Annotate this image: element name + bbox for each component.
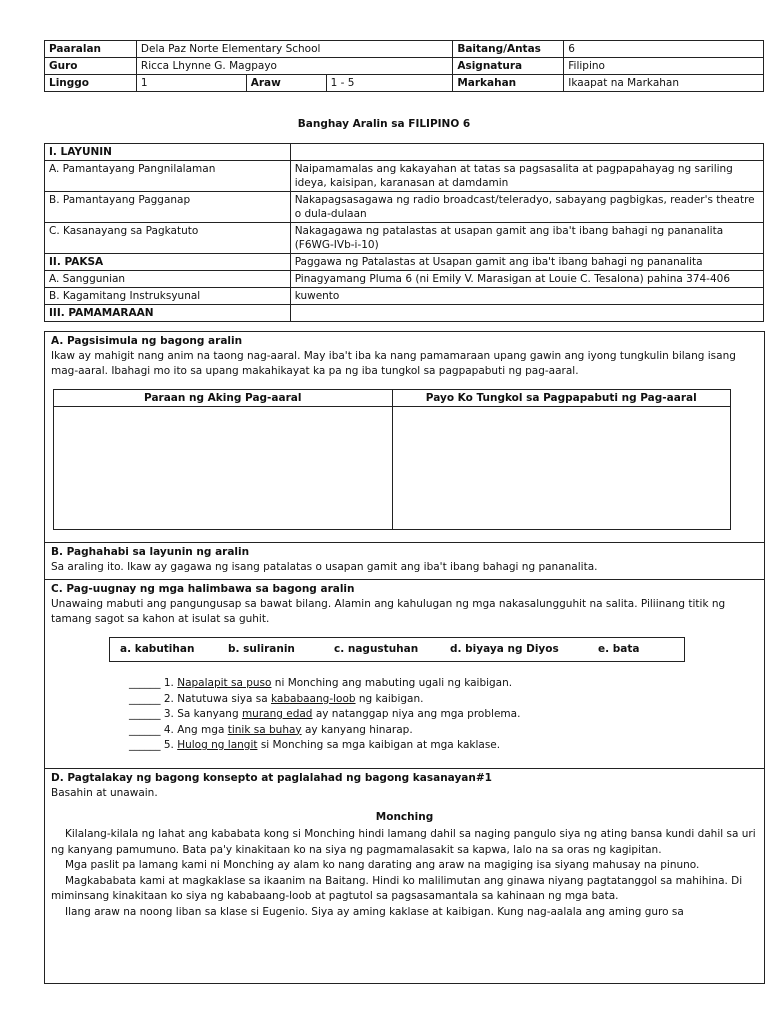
layunin-heading: I. LAYUNIN — [45, 144, 291, 161]
answer-blank: ______ — [129, 677, 161, 689]
underlined-phrase: tinik sa buhay — [227, 723, 302, 736]
section-b-heading: B. Paghahabi sa layunin ng aralin — [51, 546, 250, 558]
sanggunian-value: Pinagyamang Pluma 6 (ni Emily V. Marasigan at Louie C. Tesalona) pahina 374-406 — [290, 271, 763, 288]
item-text-pre: Ang mga — [177, 723, 228, 736]
section-b-text: Sa araling ito. Ikaw ay gagawa ng isang patalatas o usapan gamit ang iba't ibang bahagi ng pananalita. — [51, 561, 598, 573]
item-text-rest: ay natanggap niya ang mga problema. — [312, 708, 521, 720]
choice-c: c. nagustuhan — [334, 643, 419, 655]
story-paragraph: Mga paslit pa lamang kami ni Monching ay alam ko nang darating ang araw na magiging isa siyang mahusay na pinuno. — [65, 859, 700, 871]
linggo-value: 1 — [136, 75, 246, 92]
paksa-heading-value: Paggawa ng Patalastas at Usapan gamit ang iba't ibang bahagi ng pananalita — [290, 254, 763, 271]
item-text-pre: Natutuwa siya sa — [177, 692, 272, 705]
choice-b: b. suliranin — [228, 643, 295, 655]
answer-blank: ______ — [129, 692, 161, 705]
section-d — [45, 768, 764, 925]
araw-label: Araw — [246, 75, 326, 92]
item-number: 1. — [163, 677, 174, 689]
item-number: 2. — [163, 692, 174, 705]
layunin-b-label: B. Pamantayang Pagganap — [45, 192, 291, 223]
choice-e: e. bata — [598, 643, 640, 655]
story-title: Monching — [375, 810, 434, 823]
exercise-items — [129, 676, 758, 754]
choice-d: d. biyaya ng Diyos — [450, 643, 559, 655]
list-item — [129, 692, 758, 708]
section-a — [45, 331, 764, 542]
section-c-text: Unawaing mabuti ang pangungusap sa bawat bilang. Alamin ang kahulugan ng mga nakasalungguhit na salita. Piliinang titik ng tamang sagot sa kahon at isulat sa guhit. — [51, 598, 726, 625]
study-advice-table — [53, 389, 731, 530]
pamamaraan-body — [44, 331, 765, 984]
story-paragraph: Ilang araw na noong liban sa klase si Eugenio. Siya ay aming kaklase at kaibigan. Kung nag-aalala ang aming guro sa — [65, 905, 684, 918]
story-paragraph: Magkababata kami at magkaklase sa ikaanim na Baitang. Hindi ko malilimutan ang ginawa niyang pagtatanggol sa mahihina. Di miminsang kinakitaan ko siya ng kababaang-loob at pagtutol sa pagsasamantala sa kahinaan ng mga bata. — [51, 874, 743, 902]
paksa-heading: II. PAKSA — [45, 254, 291, 271]
list-item — [129, 723, 758, 739]
item-text-rest: ni Monching ang mabuting ugali ng kaibigan. — [271, 677, 513, 689]
paaralan-value: Dela Paz Norte Elementary School — [136, 41, 452, 58]
pamamaraan-heading-value — [290, 305, 763, 322]
layunin-c-label: C. Kasanayang sa Pagkatuto — [45, 223, 291, 254]
item-text-pre: Sa kanyang — [177, 708, 242, 720]
answer-blank: ______ — [129, 708, 161, 720]
markahan-value: Ikaapat na Markahan — [564, 75, 764, 92]
layunin-a-value: Naipamamalas ang kakayahan at tatas sa pagsasalita at pagpapahayag ng sariling ideya, kaisipan, karanasan at damdamin — [290, 161, 763, 192]
story-paragraph: Kilalang-kilala ng lahat ang kababata kong si Monching hindi lamang dahil sa naging pangulo siya ng ating bansa kundi dahil sa uri ng kanyang pamumuno. Bata pa'y kinakitaan ko na siya ng pagmamalasakit sa kapwa, lalo na sa oras ng kagipitan. — [51, 828, 756, 856]
item-number: 4. — [163, 723, 174, 736]
markahan-label: Markahan — [453, 75, 564, 92]
section-a-text: Ikaw ay mahigit nang anim na taong nag-aaral. May iba't iba ka nang pamamaraan upang gawin ang iyong tungkulin bilang isang mag-aaral. Ibahagi mo ito sa upang makahikayat ka pa ng iba tungkol sa pagpapabuti ng pag-aaral. — [51, 350, 736, 377]
paraan-answer-cell — [54, 407, 393, 530]
section-c — [45, 579, 764, 768]
linggo-label: Linggo — [45, 75, 137, 92]
section-d-heading: D. Pagtalakay ng bagong konsepto at paglalahad ng bagong kasanayan#1 — [51, 771, 492, 784]
column-payo: Payo Ko Tungkol sa Pagpapabuti ng Pag-aaral — [392, 390, 731, 407]
sanggunian-label: A. Sanggunian — [45, 271, 291, 288]
section-d-text: Basahin at unawain. — [51, 787, 158, 799]
section-a-heading: A. Pagsisimula ng bagong aralin — [51, 335, 243, 347]
araw-value: 1 - 5 — [326, 75, 453, 92]
column-paraan: Paraan ng Aking Pag-aaral — [54, 390, 393, 407]
item-text-rest: ng kaibigan. — [355, 692, 424, 705]
section-c-heading: C. Pag-uugnay ng mga halimbawa sa bagong aralin — [51, 583, 355, 595]
layunin-c-value: Nakagagawa ng patalastas at usapan gamit ang iba't ibang bahagi ng pananalita (F6WG-IVb-i-10) — [290, 223, 763, 254]
underlined-phrase: murang edad — [241, 708, 313, 720]
section-b — [45, 542, 764, 579]
paaralan-label: Paaralan — [45, 41, 137, 58]
choices-box — [109, 637, 685, 662]
item-text-rest: ay kanyang hinarap. — [301, 723, 413, 736]
list-item — [129, 676, 758, 692]
guro-value: Ricca Lhynne G. Magpayo — [136, 58, 452, 75]
page-title: Banghay Aralin sa FILIPINO 6 — [297, 118, 471, 130]
baitang-value: 6 — [564, 41, 764, 58]
list-item — [129, 738, 758, 754]
underlined-phrase: Napalapit sa puso — [177, 677, 272, 689]
item-number: 5. — [163, 739, 174, 751]
answer-blank: ______ — [129, 739, 161, 751]
underlined-phrase: kababaang-loob — [271, 692, 356, 705]
layunin-heading-value — [290, 144, 763, 161]
pamamaraan-heading: III. PAMAMARAAN — [45, 305, 291, 322]
guro-label: Guro — [45, 58, 137, 75]
underlined-phrase: Hulog ng langit — [177, 739, 258, 751]
asignatura-value: Filipino — [564, 58, 764, 75]
choice-a: a. kabutihan — [120, 643, 195, 655]
layunin-b-value: Nakapagsasagawa ng radio broadcast/teleradyo, sabayang pagbigkas, reader's theatre o dula-dulaan — [290, 192, 763, 223]
payo-answer-cell — [392, 407, 731, 530]
lesson-plan-table — [44, 143, 764, 322]
item-number: 3. — [163, 708, 174, 720]
answer-blank: ______ — [129, 723, 161, 736]
asignatura-label: Asignatura — [453, 58, 564, 75]
kagamitan-value: kuwento — [290, 288, 763, 305]
list-item — [129, 707, 758, 723]
item-text-rest: si Monching sa mga kaibigan at mga kaklase. — [257, 739, 501, 751]
kagamitan-label: B. Kagamitang Instruksyunal — [45, 288, 291, 305]
layunin-a-label: A. Pamantayang Pangnilalaman — [45, 161, 291, 192]
baitang-label: Baitang/Antas — [453, 41, 564, 58]
header-table — [44, 40, 764, 92]
